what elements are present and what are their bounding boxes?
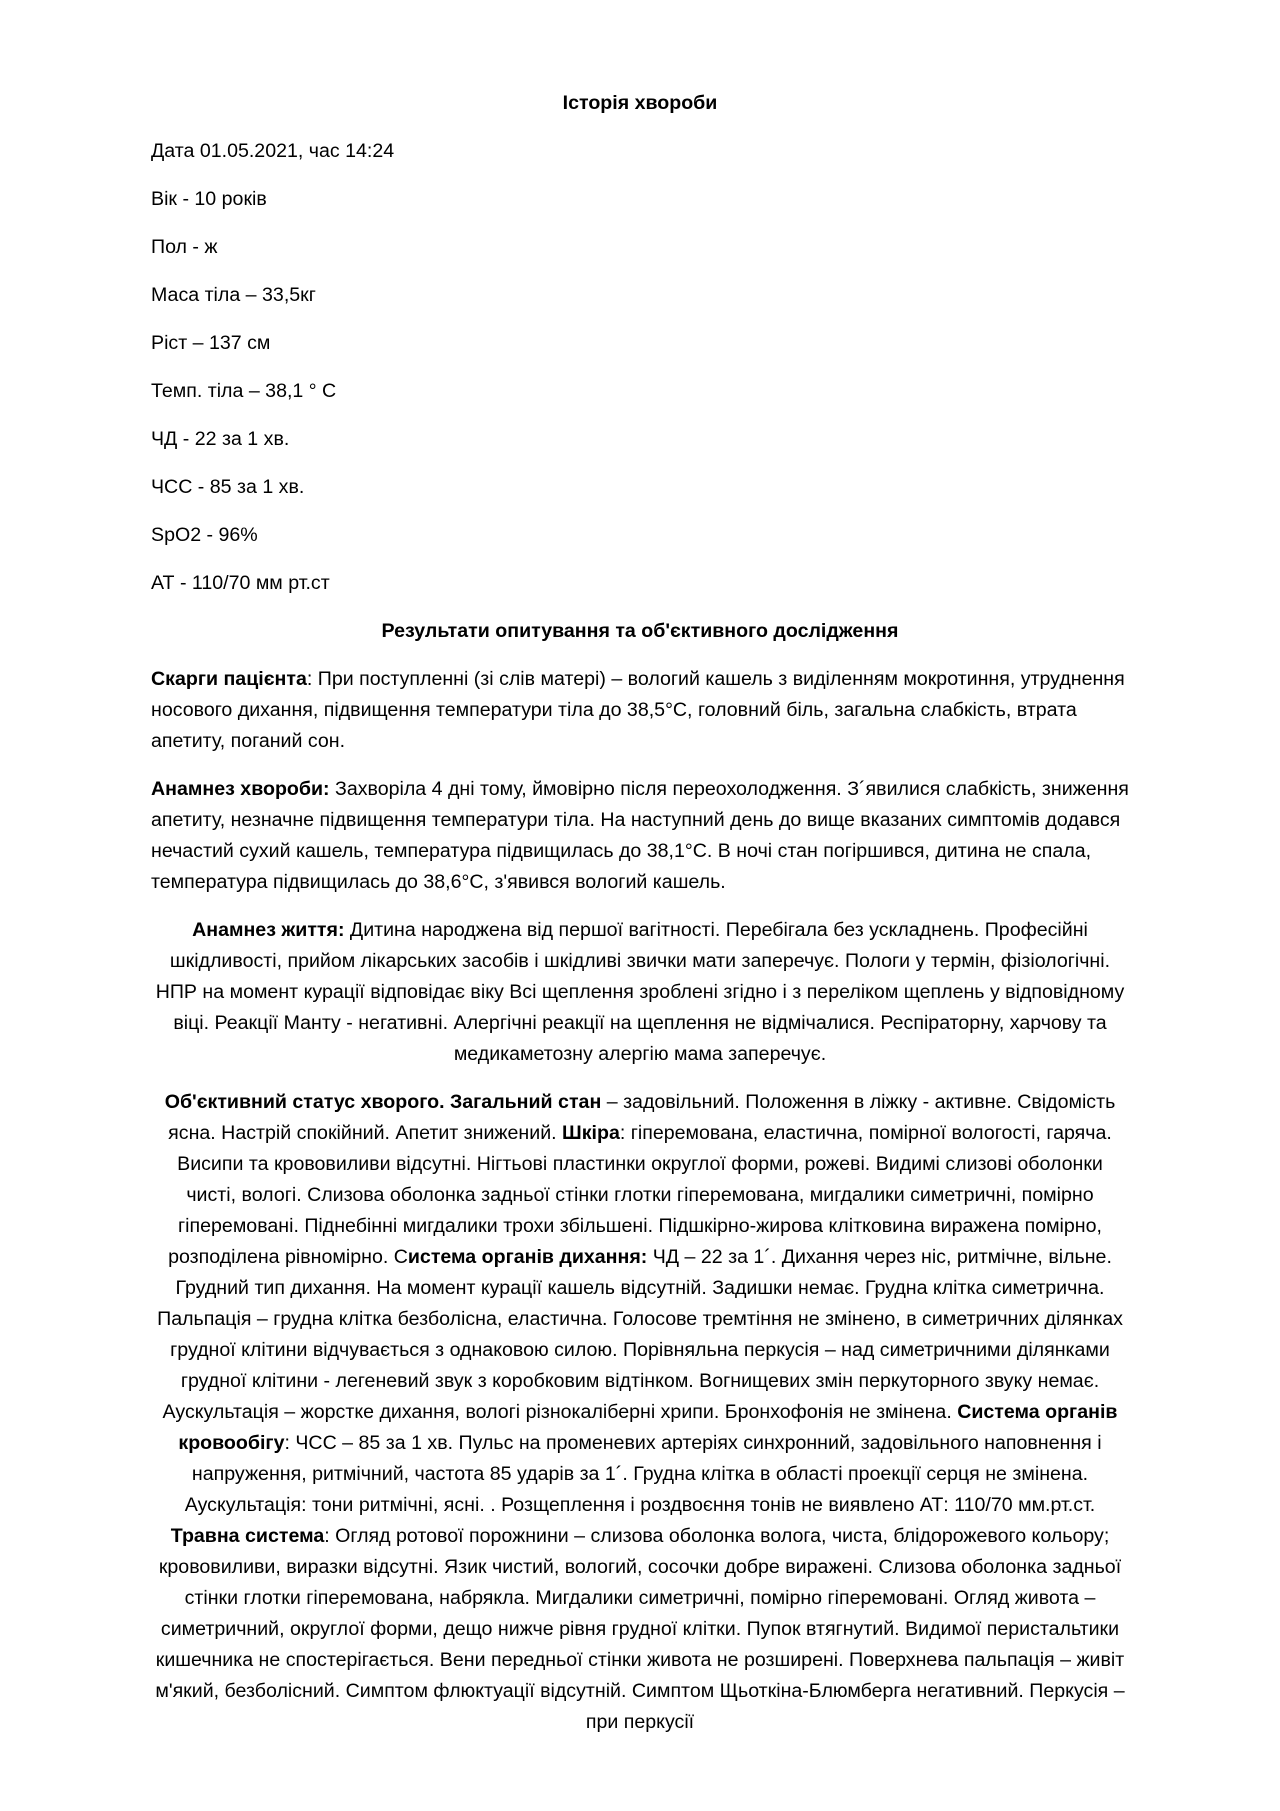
disease-history-label: Анамнез хвороби:: [151, 778, 330, 800]
vital-age: Вік - 10 років: [151, 188, 267, 210]
circulatory-system-text: : ЧСС – 85 за 1 хв. Пульс на променевих артеріях синхронний, задовільного наповнення і напруження, ритмічний, частота 85 ударів за 1´. Грудна клітка в області проекції серця не змінена. Аускультація: тони ритмічні, ясні. . Розщеплення і роздвоєння тонів не виявлено АТ: 110/70 мм.рт.ст.: [184, 1432, 1102, 1516]
vital-temperature: Темп. тіла – 38,1 ° С: [151, 380, 337, 402]
vital-heart-rate: ЧСС - 85 за 1 хв.: [151, 476, 305, 498]
life-history-text: Дитина народжена від першої вагітності. Перебігала без ускладнень. Професійні шкідливості, прийом лікарських засобів і шкідливі звички мати заперечує. Пологи у термін, фізіологічні. НПР на момент курації відповідає віку Всі щеплення зроблені згідно і з переліком щеплень у відповідному віці. Реакції Манту - негативні. Алергічні реакції на щеплення не відмічалися. Респіраторну, харчову та медикаметозну алергію мама заперечує.: [155, 919, 1125, 1065]
objective-status-label: Об'єктивний статус хворого. Загальний стан: [164, 1091, 602, 1113]
vital-height: Ріст – 137 см: [151, 332, 271, 354]
complaints-label: Скарги пацієнта: [151, 668, 307, 690]
life-history-label: Анамнез життя:: [192, 919, 345, 941]
circulatory-system-label: Система органів кровообігу: [178, 1401, 1118, 1454]
disease-history-paragraph: [151, 774, 1129, 898]
section-title: Результати опитування та об'єктивного дослідження: [381, 620, 899, 642]
objective-status-text: – задовільний. Положення в ліжку - активне. Свідомість ясна. Настрій спокійний. Апетит знижений.: [168, 1091, 1116, 1144]
vital-weight: Маса тіла – 33,5кг: [151, 284, 316, 306]
vital-date: Дата 01.05.2021, час 14:24: [151, 140, 395, 162]
vital-respiratory-rate: ЧД - 22 за 1 хв.: [151, 428, 290, 450]
vital-sex: Пол - ж: [151, 236, 218, 258]
complaints-text: : При поступленні (зі слів матері) – вологий кашель з виділенням мокротиння, утруднення носового дихання, підвищення температури тіла до 38,5°С, головний біль, загальна слабкість, втрата апетиту, поганий сон.: [151, 668, 1125, 752]
objective-status-paragraph: [151, 1087, 1129, 1738]
respiratory-system-label: истема органів дихання:: [407, 1246, 648, 1268]
vital-spo2: SpO2 - 96%: [151, 524, 258, 546]
skin-label: Шкіра: [562, 1122, 620, 1144]
vital-blood-pressure: АТ - 110/70 мм рт.ст: [151, 572, 330, 594]
life-history-paragraph: [151, 915, 1129, 1070]
complaints-paragraph: [151, 664, 1129, 757]
skin-text: : гіперемована, еластична, помірної вологості, гаряча. Висипи та крововиливи відсутні. Нігтьові пластинки округлої форми, рожеві. Видимі слизові оболонки чисті, вологі. Слизова оболонка задньої стінки глотки гіперемована, мигдалики симетричні, помірно гіперемовані. Піднебінні мигдалики трохи збільшені. Підшкірно-жирова клітковина виражена помірно, розподілена рівномірно. С: [168, 1122, 1112, 1268]
disease-history-text: Захворіла 4 дні тому, ймовірно після переохолодження. З´явилися слабкість, зниження апетиту, незначне підвищення температури тіла. На наступний день до вище вказаних симптомів додався нечастий сухий кашель, температура підвищилась до 38,1°С. В ночі стан погіршився, дитина не спала, температура підвищилась до 38,6°С, з'явився вологий кашель.: [151, 778, 1129, 893]
digestive-system-label: Травна система: [170, 1525, 325, 1547]
digestive-system-text: : Огляд ротової порожнини – слизова оболонка волога, чиста, блідорожевого кольору; крововиливи, виразки відсутні. Язик чистий, вологий, сосочки добре виражені. Слизова оболонка задньої стінки глотки гіперемована, набрякла. Мигдалики симетричні, помірно гіперемовані. Огляд живота – симетричний, округлої форми, дещо нижче рівня грудної клітки. Пупок втягнутий. Видимої перистальтики кишечника не спостерігається. Вени передньої стінки живота не розширені. Поверхнева пальпація – живіт м'який, безболісний. Симптом флюктуації відсутній. Симптом Щьоткіна-Блюмберга негативний. Перкусія – при перкусії: [155, 1525, 1125, 1733]
document-title: Історія хвороби: [562, 92, 718, 114]
respiratory-system-text: ЧД – 22 за 1´. Дихання через ніс, ритмічне, вільне. Грудний тип дихання. На момент курації кашель відсутній. Задишки немає. Грудна клітка симетрична. Пальпація – грудна клітка безболісна, еластична. Голосове тремтіння не змінено, в симетричних ділянках грудної клітини відчувається з однаковою силою. Порівняльна перкусія – над симетричними ділянками грудної клітини - легеневий звук з коробковим відтінком. Вогнищевих змін перкуторного звуку немає. Аускультація – жорстке дихання, вологі різнокаліберні хрипи. Бронхофонія не змінена.: [157, 1246, 1123, 1423]
